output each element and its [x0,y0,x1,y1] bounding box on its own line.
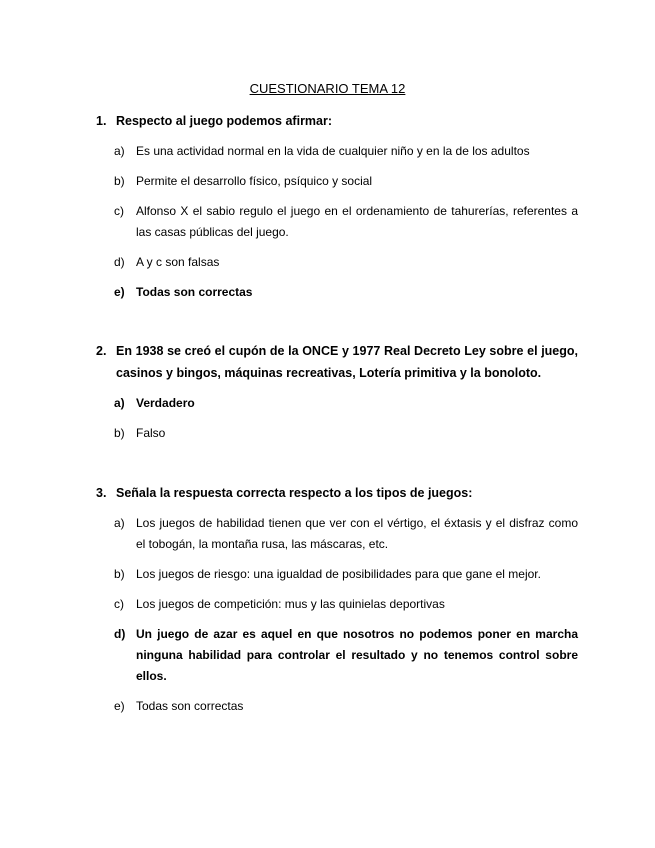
option-text: Es una actividad normal en la vida de cualquier niño y en la de los adultos [136,144,530,158]
options-list [96,141,578,303]
question-heading [96,110,578,132]
question-1 [96,110,578,303]
option-text: Permite el desarrollo físico, psíquico y social [136,174,373,188]
option-letter: d) [114,255,125,269]
question-heading [96,482,578,504]
option-text: Todas son correctas [136,699,244,713]
options-list [96,393,578,444]
option-letter: b) [114,567,125,581]
option-letter: a) [114,516,125,530]
option-letter: b) [114,174,125,188]
option-text: Verdadero [136,396,195,410]
option-text: Todas son correctas [136,285,253,299]
question-3 [96,482,578,717]
question-2 [96,340,578,444]
option-text: Los juegos de competición: mus y las quinielas deportivas [136,597,445,611]
option-letter: e) [114,285,125,299]
question-text: En 1938 se creó el cupón de la ONCE y 1977 Real Decreto Ley sobre el juego, casinos y bingos, máquinas recreativas, Lotería primitiva y la bonoloto. [116,344,578,380]
option-d [96,252,578,273]
option-b [96,423,578,444]
option-text: Los juegos de riesgo: una igualdad de posibilidades para que gane el mejor. [136,567,541,581]
option-letter: c) [114,597,124,611]
option-b [96,171,578,192]
options-list [96,513,578,717]
option-b [96,564,578,585]
question-heading [96,340,578,384]
option-e [96,696,578,717]
option-e [96,282,578,303]
question-text: Señala la respuesta correcta respecto a los tipos de juegos: [116,486,473,500]
question-number: 2. [96,344,107,358]
question-number: 3. [96,486,107,500]
option-letter: a) [114,144,125,158]
option-text: Alfonso X el sabio regulo el juego en el ordenamiento de tahurerías, referentes a las casas públicas del juego. [136,204,578,239]
question-text: Respecto al juego podemos afirmar: [116,114,333,128]
option-d [96,624,578,687]
option-text: Los juegos de habilidad tienen que ver con el vértigo, el éxtasis y el disfraz como el tobogán, la montaña rusa, las máscaras, etc. [136,516,578,551]
option-c [96,594,578,615]
option-text: Un juego de azar es aquel en que nosotros no podemos poner en marcha ninguna habilidad para controlar el resultado y no tenemos control sobre ellos. [136,627,578,683]
question-number: 1. [96,114,107,128]
option-letter: b) [114,426,125,440]
option-a [96,393,578,414]
option-letter: c) [114,204,124,218]
option-letter: e) [114,699,125,713]
option-text: Falso [136,426,166,440]
option-a [96,513,578,555]
option-a [96,141,578,162]
option-c [96,201,578,243]
option-text: A y c son falsas [136,255,220,269]
option-letter: a) [114,396,125,410]
document-title: CUESTIONARIO TEMA 12 [249,81,406,96]
option-letter: d) [114,627,126,641]
